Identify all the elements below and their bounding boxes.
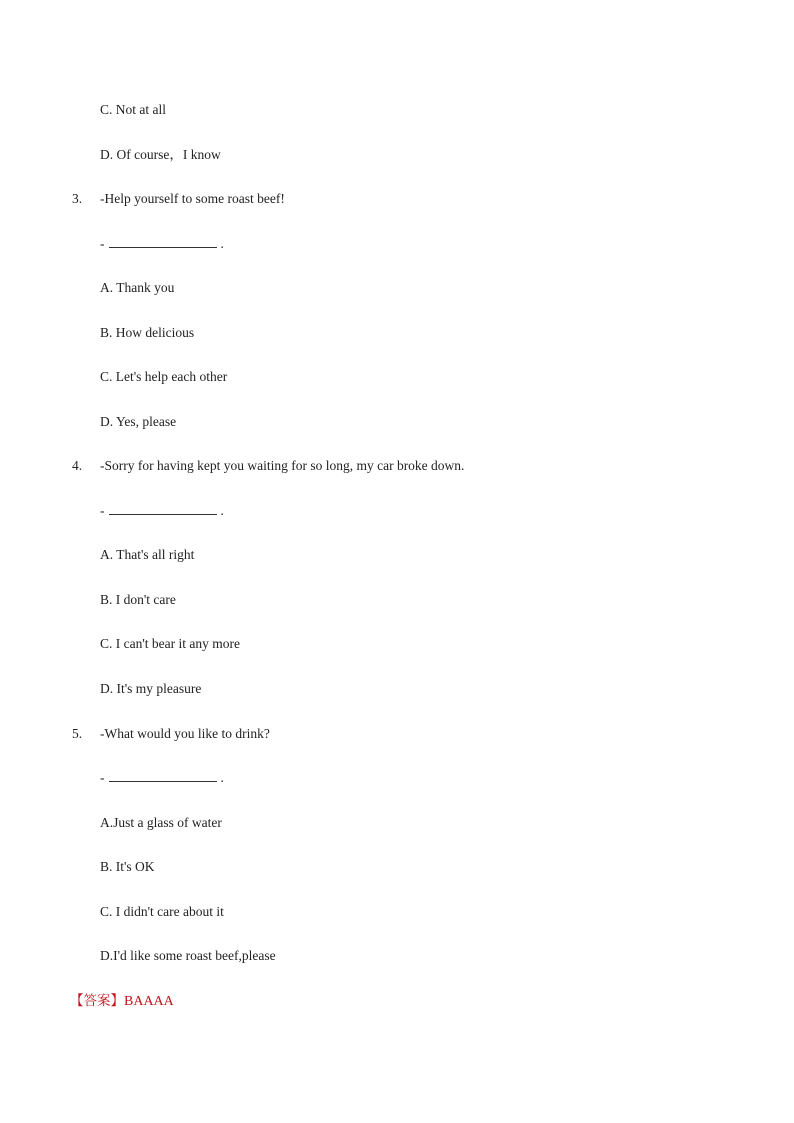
q4-option-d: D. It's my pleasure [100,681,202,696]
q5-option-a: A.Just a glass of water [100,815,222,830]
q4-response-suffix: . [220,503,224,518]
q4-option-b: B. I don't care [100,592,176,607]
answer-key [70,992,174,1011]
q4-option-c: C. I can't bear it any more [100,636,241,651]
q5-prompt: -What would you like to drink? [100,726,270,741]
answer-value: BAAAA [124,994,174,1009]
answer-label: 【答案】 [70,993,124,1009]
q3-number: 3. [72,191,83,206]
q2-option-c: C. Not at all [100,102,166,117]
q4-prompt: -Sorry for having kept you waiting for so long, my car broke down. [100,458,465,473]
q5-response-suffix: . [220,770,224,785]
q4-answer-blank [109,502,217,515]
q5-option-b: B. It's OK [100,859,155,874]
q4-option-a: A. That's all right [100,547,195,562]
q3-answer-blank [109,235,217,248]
q3-response-suffix: . [220,236,224,251]
q3-response-prefix: - [100,236,105,251]
q3-option-a: A. Thank you [100,280,175,295]
q5-response-line [100,769,224,787]
q3-option-b: B. How delicious [100,325,195,340]
q2-option-d: D. Of course，I know [100,147,221,162]
q3-prompt: -Help yourself to some roast beef! [100,191,285,206]
q4-response-line [100,502,224,520]
q3-option-d: D. Yes, please [100,414,177,429]
q5-response-prefix: - [100,770,105,785]
q4-response-prefix: - [100,503,105,518]
q5-answer-blank [109,769,217,782]
q3-response-line [100,235,224,253]
q3-option-c: C. Let's help each other [100,369,228,384]
q4-number: 4. [72,458,83,473]
q5-option-c: C. I didn't care about it [100,904,224,919]
q5-number: 5. [72,726,83,741]
q5-option-d: D.I'd like some roast beef,please [100,948,276,963]
